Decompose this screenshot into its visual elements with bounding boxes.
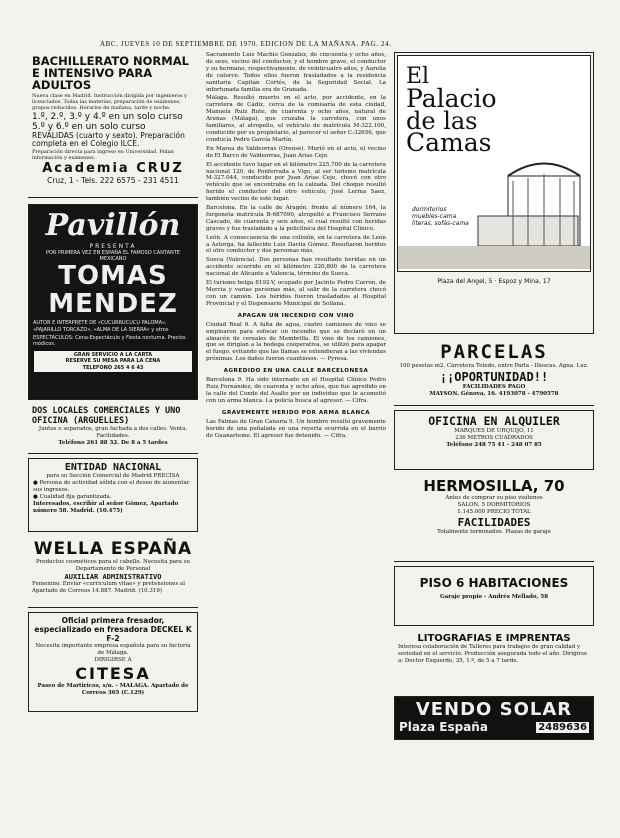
- headline-agredido: AGREDIDO EN UNA CALLE BARCELONESA: [223, 368, 369, 375]
- palacio-title1: El: [406, 64, 430, 89]
- lito-ad: [394, 630, 594, 692]
- pavillon-reservation-box: [33, 350, 193, 373]
- entidad-item1-text: Persona de actividad sólida con el deseo de aumentar sus ingresos.: [33, 480, 190, 493]
- hermosilla-title: HERMOSILLA, 70: [423, 477, 565, 495]
- pavillon-desc: AUTOR E INTERPRETE DE «CUCURRUCUCU PALOMA», «PAJARILLO TORCAZO», «ALMA DE LA SIERRA» y otros: [33, 320, 169, 333]
- news-p3: En Marea de Valdeorras (Orense). Murió en el acto, el vecino de El Barco de Valdeorras, Juan Arias Cejo.: [206, 145, 386, 159]
- piso-title: PISO 6 HABITACIONES: [419, 576, 569, 590]
- oficina-addr: MARQUES DE URQUIJO, 11: [454, 428, 534, 434]
- page-header: ABC. JUEVES 10 DE SEPTIEMBRE DE 1970. EDICION DE LA MAÑANA. PAG. 24.: [100, 40, 392, 48]
- bachillerato-contact: Cruz, 1 - Tels. 222 6575 - 231 4511: [47, 176, 179, 186]
- palacio-photo: [397, 55, 591, 272]
- oficina-size: 236 METROS CUADRADOS: [455, 435, 533, 441]
- entidad-ad: [28, 458, 198, 532]
- pavillon-logo: Pavillón: [45, 208, 181, 243]
- oficial-body: Necesita importante empresa española para su factoría de Málaga.: [35, 643, 191, 656]
- locales-body: Juntos o separados, gran fachada a dos calles. Venta. Facilidades.: [38, 426, 188, 439]
- news-p6: León. A consecuencia de una colisión, en la carretera de León a Astorga, ha fallecido Luis Davila Gómez. Resultaron heridos el otro conductor y dos personas más.: [206, 234, 386, 255]
- middle-column: [206, 52, 386, 822]
- pavillon-service: GRAN SERVICIO A LA CARTA: [73, 352, 153, 359]
- headline-herido: GRAVEMENTE HERIDO POR ARMA BLANCA: [221, 409, 371, 416]
- locales-title: DOS LOCALES COMERCIALES Y UNO OFICINA (ARGUELLES): [32, 406, 181, 426]
- wella-body: Femenino. Enviar «curriculum vitae» y pretensiones al Apartado de Correos 14.887. Madrid. (10.319): [32, 581, 186, 594]
- news-p2: Málaga. Resultó muerto en el acto, por accidente, en la carretera de Cádiz, cerca de la comisaría de esta ciudad, Manuela Ruiz Rute, de cuarenta y ocho años, natural de Arenas (Málaga), que cruzaba la carretera, con unos familiares, al atropello, el vehículo de matrícula M-322.100, conducido por su propietario, al parecer el señor C-32656, que conducía Pedro García Martín.: [206, 95, 386, 143]
- hermosilla-sub: Antes de comprar su piso visítenos: [445, 495, 543, 501]
- entidad-item1: ● Persona de actividad sólida con el deseo de aumentar sus ingresos.: [33, 480, 190, 493]
- palacio-ad: [394, 52, 594, 334]
- wella-ad: [28, 536, 198, 608]
- oficial-addr: Paseo de Martiricos, s/n. - MALAGA. Apartado de Correos 365 (C.129): [37, 683, 189, 696]
- bachillerato-line2: 5.º y 6.º en un solo curso: [32, 121, 146, 132]
- bachillerato-ad: [28, 52, 198, 198]
- news-p7: Sueca (Valencia). Dos personas han resultado heridas en un accidente ocurrido en el kilómetro 220,800 de la carretera nacional de Alicante a Valencia, término de Sueca.: [206, 257, 386, 278]
- bachillerato-line1: 1.º, 2.º, 3.º y 4.º en un solo curso: [32, 111, 183, 122]
- bachillerato-line3: REVALIDAS (cuarto y sexto). Preparación completa en el Colegio ILCE.: [32, 130, 185, 149]
- oficial-dir: DIRIGIRSE A: [94, 657, 132, 663]
- parcelas-line4: MAYSON. Génova, 16. 4193078 - 4790578: [429, 391, 559, 397]
- pavillon-sub: POR PRIMERA VEZ EN ESPAÑA EL FAMOSO CANTANTE MEXICANO: [45, 250, 181, 263]
- entidad-footer: Interesados, escribir al señor Gómez, Apartado número 58. Madrid. (10.475): [33, 501, 179, 514]
- vendo-row: [399, 720, 589, 734]
- pavillon-tel: TELEFONO 265 4 6 43: [82, 364, 144, 371]
- oficina-title: OFICINA EN ALQUILER: [428, 414, 560, 428]
- vendo-sub: Plaza España: [399, 720, 488, 734]
- palacio-title3: de las: [406, 107, 478, 135]
- bed-illustration: [398, 56, 591, 269]
- hermosilla-rooms: SALON, 5 DORMITORIOS: [457, 502, 531, 508]
- vendo-tel: 2489636: [538, 721, 587, 733]
- palacio-addr: Plaza del Angel, 5 · Espoz y Mina, 17: [437, 278, 551, 285]
- parcelas-line1: 100 pesetas m2. Carretera Toledo, entre Parla - Illescas. Agua. Luz.: [399, 363, 589, 369]
- lito-body: Interesa colaboración de Talleres para trabajos de gran calidad y seriedad en el servicio. Producción asegurada todo el año. Dirigirse a: Doctor Esquerdo, 35, 1.º, de 5 a 7 tarde.: [398, 644, 588, 664]
- wella-job: AUXILIAR ADMINISTRATIVO: [64, 573, 162, 581]
- oficina-ad: [394, 410, 594, 470]
- news-p1: Sacramento Luis Machio González, de cincuenta y ocho años, de sexo, vecino del conductor, y el hombre grave, el conductor y su hermano, respectivamente, de veinticuatro años, y Aurelia de catorce. Todos ellos fueron trasladados a la residencia sanitaria Capitán Cortés, de la Seguridad Social. La infortunada familia era de Granada.: [206, 52, 386, 93]
- pavillon-reserve: RESERVE SU MESA PARA LA CENA: [65, 358, 161, 365]
- locales-tel: Teléfono 261 88 32. De 8 a 5 tardes: [58, 440, 168, 446]
- news-p4: El accidente tuvo lugar en el kilómetro 225,700 de la carretera nacional 120, de Ponferrada a Vigo, al ser turismo matrícula M-327.044, conducido por Juan Arias Cejo, chocó con otro vehículo que se encontraba en la calzada. Del choque resultó herido el conductor del otro vehículo, José Lerma Saez, también vecino de este lugar.: [206, 161, 386, 203]
- hermosilla-footer: Totalmente terminados. Plazas de garaje: [437, 529, 551, 535]
- headline-incendio: APAGAN UN INCENDIO CON VINO: [237, 312, 355, 319]
- entidad-item2: ● Cualidad fija garantizada.: [33, 494, 112, 500]
- parcelas-title: PARCELAS: [440, 341, 548, 363]
- wella-sub: Productos cosméticos para el cabello. Necesita para su Departamento de Personal: [35, 559, 191, 572]
- bachillerato-school: Academia CRUZ: [42, 161, 184, 177]
- palacio-title2: Palacio: [406, 84, 497, 113]
- locales-ad: [28, 404, 198, 454]
- left-column: [28, 52, 198, 716]
- bachillerato-title: BACHILLERATO NORMAL E INTENSIVO PARA ADULTOS: [32, 54, 189, 92]
- news-p8: El turismo belga 8192-V, ocupado por Jacinto Pedro Carrón, de Mercia y varias personas más, al salir de la carretera chocó con un camión. Los heridos fueron trasladados al Hospital Provincial y el Dispensario Municipal de Sollana.: [206, 280, 386, 307]
- parcelas-line3: FACILIDADES PAGO: [462, 384, 526, 390]
- parcelas-ad: [394, 338, 594, 406]
- palacio-title4: Camas: [406, 128, 492, 157]
- oficina-tel: Teléfono 248 75 41 - 248 07 85: [446, 442, 542, 448]
- pavillon-name2: MENDEZ: [48, 289, 178, 320]
- oficial-company: CITESA: [75, 664, 151, 683]
- bachillerato-body: Nueva clase en Madrid. Instrucción dirigida por ingenieros y licenciados. Todas las materias, preparación de exámenes, grupos reducidos. Horarios de mañana, tarde y noche.: [32, 93, 187, 112]
- palacio-items: dormitorios muebles-cama literas, sofás-cama: [412, 206, 469, 227]
- oficial-title: Oficial primera fresador, especializado en fresadora DECKEL K F-2: [34, 616, 192, 643]
- hermosilla-ad: [394, 474, 594, 562]
- vendo-title: VENDO SOLAR: [415, 699, 573, 720]
- pavillon-show: ESPECTACULOS: Cena-Espectáculo y Fiesta nocturna. Precios módicos.: [33, 334, 186, 348]
- news-p10: Barcelona 9. Ha sido internado en el Hospital Clínico Pedro Ruiz Fernández, de cuarenta y ocho años, que fue agredido en la calle del Conde del Asalto por un individuo que le acometió con un arma blanca. La policía busca al agresor. — Cifra.: [206, 377, 386, 404]
- hermosilla-price: 1.145.000 PRECIO TOTAL: [457, 509, 531, 515]
- piso-sub: Garaje propio - Andrés Mellado, 58: [439, 594, 549, 600]
- news-p11: Las Palmas de Gran Canaria 9. Un hombre resultó gravemente herido de una puñalada en una reyerta ocurrida en el barrio de Guanarteme. El agresor fue detenido. — Cifra.: [206, 418, 386, 439]
- entidad-body: para su Sección Comercial de Madrid PRECISA: [46, 473, 180, 479]
- pavillon-presenta: PRESENTA: [89, 243, 137, 250]
- entidad-item2-text: Cualidad fija garantizada.: [39, 494, 112, 500]
- news-p9: Ciudad Real 9. A falta de agua, cuatro camiones de vino se emplearon para sofocar un incendio que se declaró en un almacén de cereales de Membrilla. El vino de los camiones, que se dirigían a la bodega cooperativa, se utilizó para apagar el fuego, evitando que las llamas se extendieran a las viviendas próximas. Los daños fueron cuantiosos. — Pyresa.: [206, 321, 386, 363]
- vendo-ad: [394, 696, 594, 740]
- pavillon-ad: [28, 204, 198, 400]
- piso-ad: [394, 566, 594, 626]
- oficial-ad: [28, 612, 198, 712]
- hermosilla-fac: FACILIDADES: [457, 516, 531, 529]
- wella-title: WELLA ESPAÑA: [33, 539, 193, 559]
- right-column: [394, 52, 594, 744]
- lito-title: LITOGRAFIAS E IMPRENTAS: [417, 633, 571, 644]
- news-p5: Barcelona. En la calle de Aragón, frente al número 164, la furgoneta matrícula B-687090, atropelló a Francisco Serrano Cascado, de cuarenta y seis años, el cual resultó con heridas graves y fue trasladado a la policlínica del Hospital Clínico.: [206, 205, 386, 232]
- bachillerato-line4: Preparación directa para ingreso en Universidad. Pidan información y exámenes.: [32, 148, 174, 161]
- parcelas-line2: ¡¡OPORTUNIDAD!!: [439, 370, 549, 384]
- pavillon-name1: TOMAS: [58, 261, 168, 292]
- entidad-title: ENTIDAD NACIONAL: [64, 462, 162, 473]
